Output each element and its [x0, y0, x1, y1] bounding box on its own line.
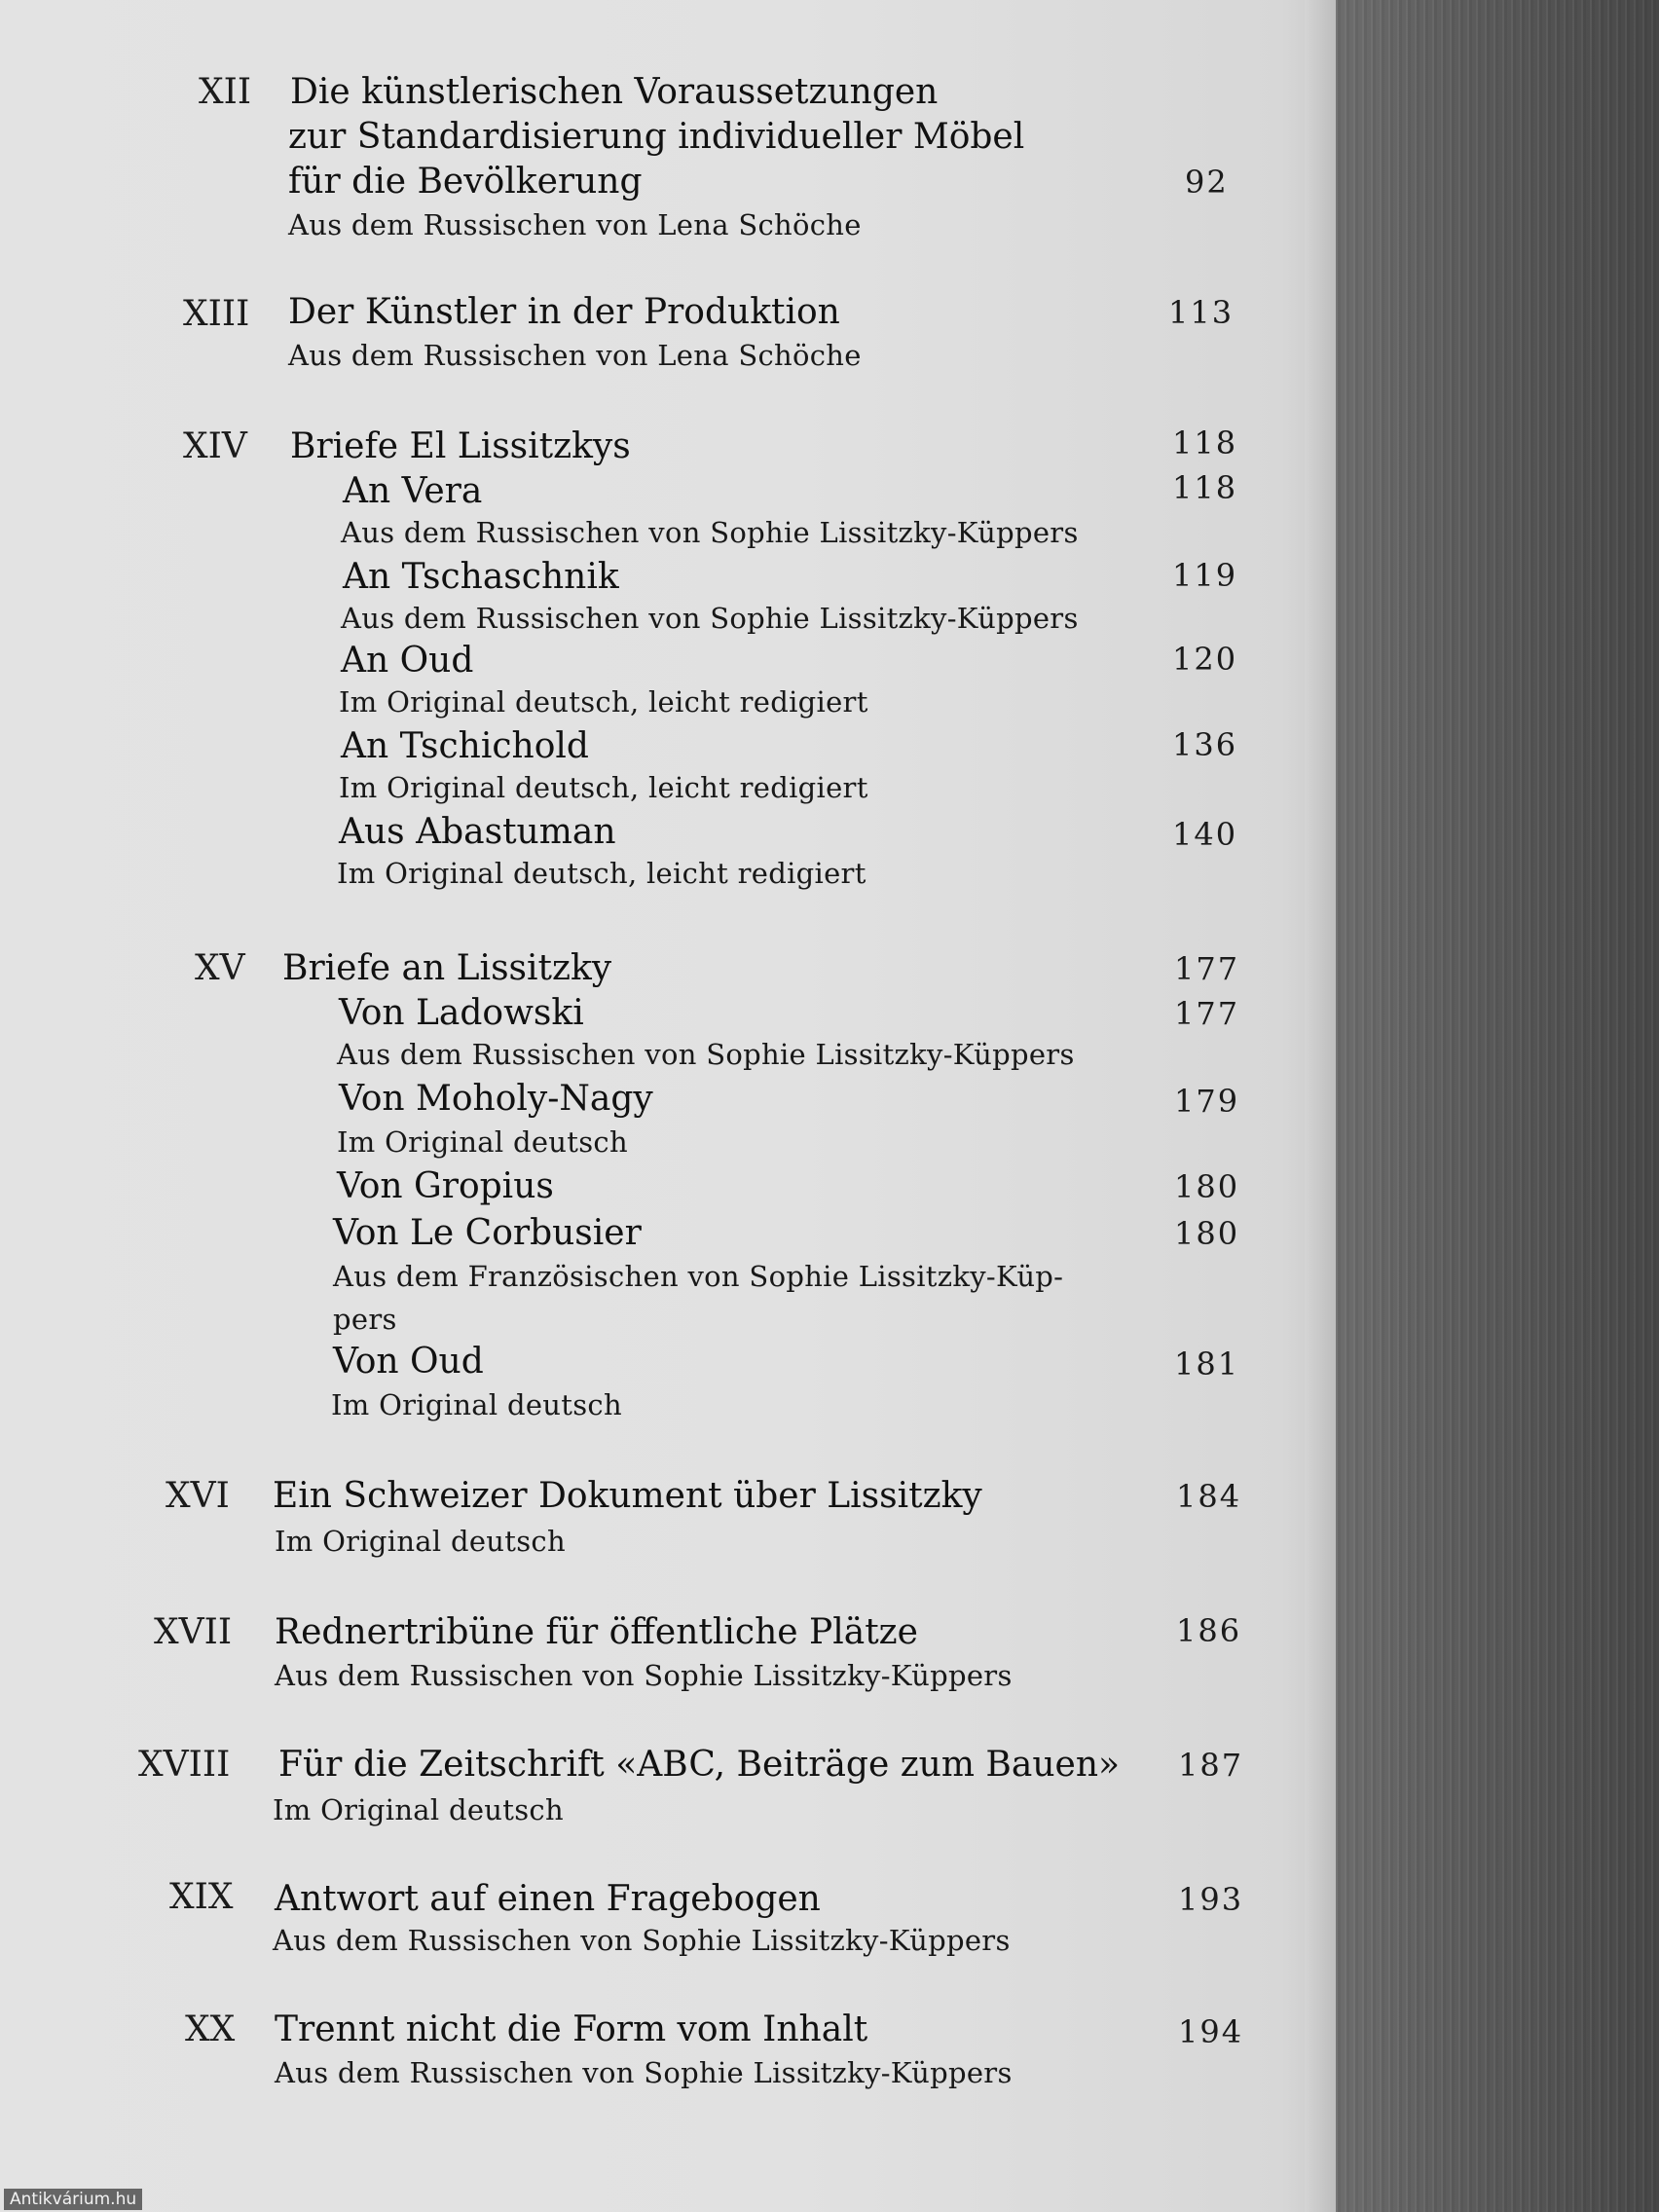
subentry-title: Von Moholy-Nagy: [339, 1079, 653, 1119]
subentry-note: Im Original deutsch, leicht redigiert: [339, 771, 868, 804]
subentry-note: Aus dem Französischen von Sophie Lissitzky-Küp-: [333, 1260, 1064, 1293]
section-title-line: Die künstlerischen Voraussetzungen: [290, 72, 939, 112]
subentry-title: Von Le Corbusier: [333, 1213, 642, 1253]
section-title: Ein Schweizer Dokument über Lissitzky: [273, 1476, 982, 1516]
section-title: Trennt nicht die Form vom Inhalt: [275, 2009, 868, 2049]
page-number: 187: [1178, 1747, 1244, 1784]
section-numeral: XVI: [166, 1476, 230, 1516]
page-number: 177: [1174, 995, 1240, 1032]
page-number: 193: [1178, 1881, 1244, 1918]
section-numeral: XIII: [183, 294, 250, 334]
subentry-note: Im Original deutsch, leicht redigiert: [339, 685, 868, 719]
subentry-title: An Vera: [343, 471, 483, 511]
section-numeral: XX: [185, 2009, 236, 2049]
section-numeral: XV: [195, 948, 245, 988]
section-title: Der Künstler in der Produktion: [288, 292, 840, 332]
subentry-title: Von Gropius: [337, 1166, 554, 1206]
translator-note: Aus dem Russischen von Sophie Lissitzky-Küppers: [273, 1924, 1011, 1957]
page-number: 181: [1174, 1346, 1240, 1382]
page-edge-shadow: [1305, 0, 1336, 2212]
translator-note: Aus dem Russischen von Sophie Lissitzky-Küppers: [275, 2056, 1013, 2089]
subentry-note: Aus dem Russischen von Sophie Lissitzky-Küppers: [341, 516, 1079, 549]
subentry-title: Aus Abastuman: [339, 812, 616, 852]
page-number: 92: [1185, 164, 1229, 201]
section-numeral: XIX: [169, 1877, 234, 1917]
section-title: Briefe El Lissitzkys: [290, 426, 631, 466]
subentry-title: An Tschichold: [341, 726, 589, 766]
page-number: 179: [1174, 1083, 1240, 1120]
section-title-line: für die Bevölkerung: [288, 162, 643, 202]
subentry-note: Im Original deutsch, leicht redigiert: [337, 857, 866, 890]
section-title: Antwort auf einen Fragebogen: [275, 1879, 821, 1919]
section-numeral: XIV: [183, 426, 247, 466]
page-number: 136: [1172, 726, 1238, 763]
subentry-title: An Tschaschnik: [343, 557, 619, 597]
translator-note: Im Original deutsch: [273, 1793, 564, 1826]
subentry-note: pers: [333, 1303, 397, 1336]
section-numeral: XII: [199, 72, 252, 112]
page-number: 186: [1176, 1612, 1242, 1649]
page-number: 180: [1174, 1168, 1240, 1205]
page-number: 180: [1174, 1215, 1240, 1252]
page-number: 113: [1168, 294, 1235, 331]
section-title: Briefe an Lissitzky: [282, 948, 612, 988]
section-title: Rednertribüne für öffentliche Plätze: [275, 1612, 918, 1652]
subentry-title: Von Oud: [333, 1342, 484, 1382]
page-number: 119: [1172, 557, 1238, 594]
translator-note: Aus dem Russischen von Lena Schöche: [288, 339, 862, 372]
section-title: Für die Zeitschrift «ABC, Beiträge zum Bauen»: [278, 1745, 1121, 1785]
page-number: 140: [1172, 816, 1238, 853]
translator-note: Aus dem Russischen von Lena Schöche: [288, 208, 862, 241]
translator-note: Im Original deutsch: [275, 1525, 566, 1558]
page-number: 184: [1176, 1478, 1242, 1515]
section-title-line: zur Standardisierung individueller Möbel: [288, 117, 1025, 157]
subentry-title: An Oud: [341, 641, 474, 681]
section-numeral: XVII: [154, 1612, 233, 1652]
page-number: 120: [1172, 641, 1238, 678]
adjacent-surface-grain: [1336, 0, 1659, 2212]
subentry-note: Im Original deutsch: [337, 1125, 628, 1159]
page-number: 194: [1178, 2013, 1244, 2050]
section-numeral: XVIII: [138, 1745, 231, 1785]
subentry-note: Im Original deutsch: [331, 1388, 622, 1421]
subentry-note: Aus dem Russischen von Sophie Lissitzky-Küppers: [337, 1038, 1075, 1071]
translator-note: Aus dem Russischen von Sophie Lissitzky-Küppers: [275, 1659, 1013, 1692]
page-number: 177: [1174, 950, 1240, 987]
subentry-note: Aus dem Russischen von Sophie Lissitzky-Küppers: [341, 602, 1079, 635]
watermark-label: Antikvárium.hu: [4, 2189, 142, 2210]
subentry-title: Von Ladowski: [339, 993, 584, 1033]
page-number: 118: [1172, 469, 1238, 506]
page-number: 118: [1172, 424, 1238, 461]
